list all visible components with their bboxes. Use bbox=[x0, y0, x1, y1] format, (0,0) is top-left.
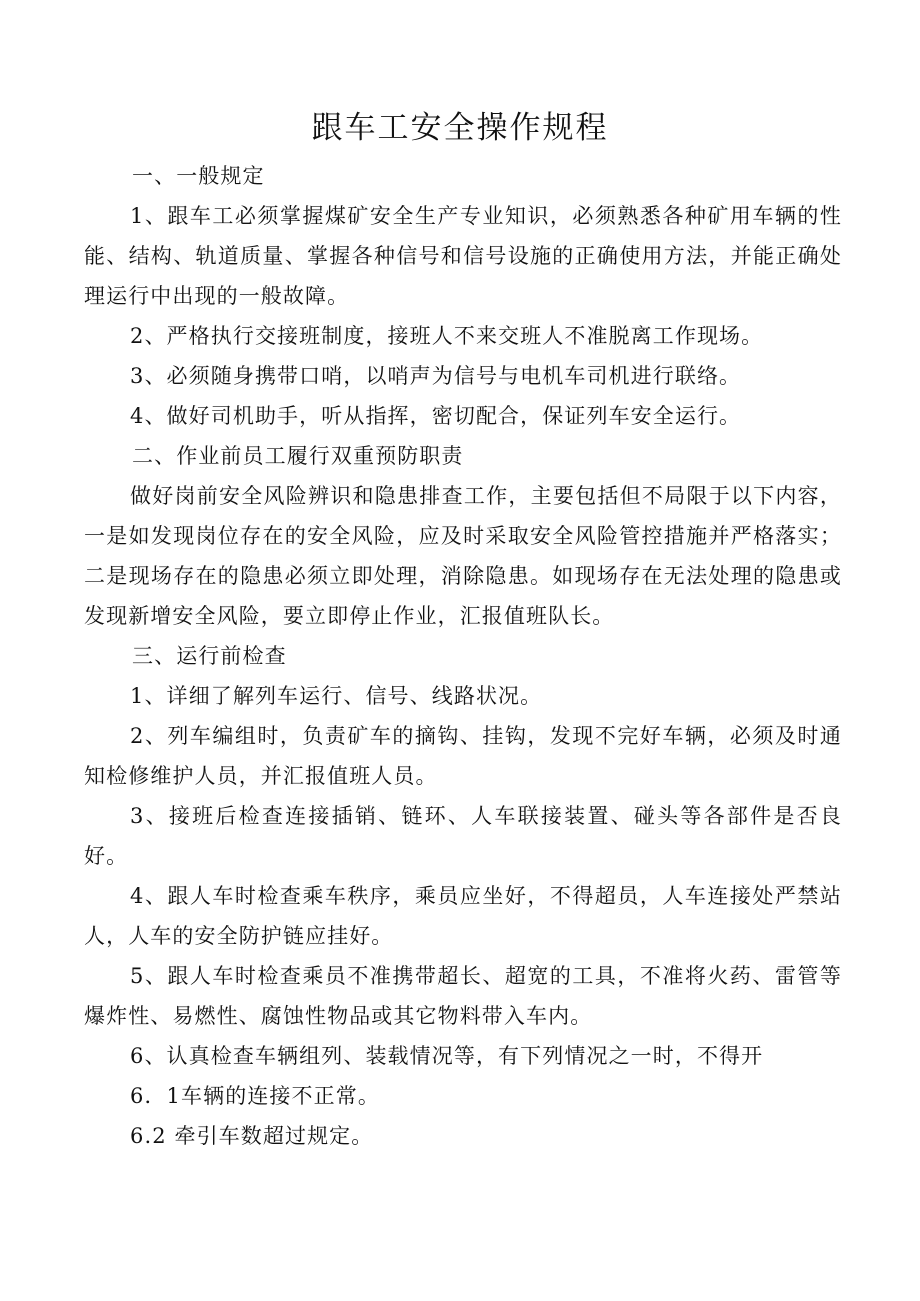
paragraph: 4、跟人车时检查乘车秩序，乘员应坐好，不得超员，人车连接处严禁站人，人车的安全防护链应挂好。 bbox=[84, 884, 842, 948]
paragraph: 3、必须随身携带口哨，以哨声为信号与电机车司机进行联络。 bbox=[130, 364, 742, 388]
document-body bbox=[84, 156, 842, 1156]
paragraph: 6、认真检查车辆组列、装载情况等，有下列情况之一时，不得开 bbox=[130, 1044, 764, 1068]
paragraph: 1、详细了解列车运行、信号、线路状况。 bbox=[130, 684, 543, 708]
paragraph: 4、做好司机助手，听从指挥，密切配合，保证列车安全运行。 bbox=[130, 404, 742, 428]
section-heading-prevention: 二、作业前员工履行双重预防职责 bbox=[132, 444, 464, 468]
paragraph: 3、接班后检查连接插销、链环、人车联接装置、碰头等各部件是否良好。 bbox=[84, 804, 842, 868]
paragraph: 6.2 牵引车数超过规定。 bbox=[130, 1124, 374, 1148]
paragraph: 6．1车辆的连接不正常。 bbox=[130, 1084, 380, 1108]
paragraph: 5、跟人车时检查乘员不准携带超长、超宽的工具，不准将火药、雷管等爆炸性、易燃性、腐蚀性物品或其它物料带入车内。 bbox=[84, 964, 842, 1028]
page-title: 跟车工安全操作规程 bbox=[311, 110, 609, 146]
section-heading-general: 一、一般规定 bbox=[132, 164, 265, 188]
section-heading-pre-check: 三、运行前检查 bbox=[132, 644, 287, 668]
paragraph: 2、列车编组时，负责矿车的摘钩、挂钩，发现不完好车辆，必须及时通知检修维护人员，并汇报值班人员。 bbox=[84, 724, 842, 788]
paragraph: 做好岗前安全风险辨识和隐患排查工作，主要包括但不局限于以下内容，一是如发现岗位存在的安全风险，应及时采取安全风险管控措施并严格落实；二是现场存在的隐患必须立即处理，消除隐患。如现场存在无法处理的隐患或发现新增安全风险，要立即停止作业，汇报值班队长。 bbox=[84, 484, 842, 628]
paragraph: 2、严格执行交接班制度，接班人不来交班人不准脱离工作现场。 bbox=[130, 324, 764, 348]
paragraph: 1、跟车工必须掌握煤矿安全生产专业知识，必须熟悉各种矿用车辆的性能、结构、轨道质量、掌握各种信号和信号设施的正确使用方法，并能正确处理运行中出现的一般故障。 bbox=[84, 204, 842, 308]
